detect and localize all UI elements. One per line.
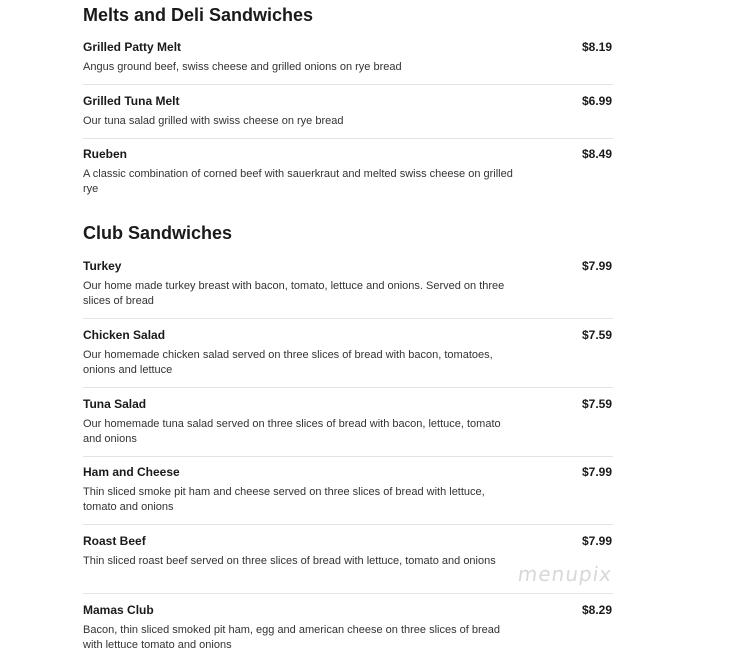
section-title-melts: Melts and Deli Sandwiches — [83, 5, 314, 25]
divider — [83, 456, 613, 457]
item-price: $7.99 — [581, 259, 612, 273]
menu-item-grilled-patty-melt — [83, 40, 613, 75]
item-description: Angus ground beef, swiss cheese and grilled onions on rye bread — [83, 61, 402, 73]
item-name: Turkey — [83, 259, 122, 273]
item-price: $7.99 — [581, 534, 612, 548]
item-name: Grilled Tuna Melt — [83, 94, 180, 108]
item-name: Mamas Club — [83, 603, 154, 617]
item-description: Bacon, thin sliced smoked pit ham, egg and american cheese on three slices of bread with lettuce tomato and onions — [83, 624, 501, 651]
item-name: Rueben — [83, 147, 128, 161]
divider — [83, 318, 613, 319]
item-price: $6.99 — [581, 94, 612, 108]
divider — [83, 387, 613, 388]
item-name: Grilled Patty Melt — [83, 40, 182, 54]
item-price: $8.49 — [581, 147, 612, 161]
item-description: Our tuna salad grilled with swiss cheese on rye bread — [83, 115, 344, 127]
divider — [83, 524, 613, 525]
item-price: $8.29 — [581, 603, 612, 617]
divider — [83, 593, 613, 594]
item-name: Ham and Cheese — [83, 465, 180, 479]
item-price: $8.19 — [581, 40, 612, 54]
menu-item-tuna-salad — [83, 397, 613, 447]
menu-item-ham-and-cheese — [83, 465, 613, 515]
item-description: Our home made turkey breast with bacon, tomato, lettuce and onions. Served on three slices of bread — [83, 280, 505, 307]
item-description: Our homemade tuna salad served on three slices of bread with bacon, lettuce, tomato and onions — [83, 418, 501, 445]
item-name: Chicken Salad — [83, 328, 166, 342]
item-description: Our homemade chicken salad served on three slices of bread with bacon, tomatoes, onions and lettuce — [83, 349, 493, 376]
watermark-logo: menupix — [516, 562, 614, 586]
divider — [83, 138, 613, 139]
menu-item-turkey — [83, 259, 613, 309]
item-name: Tuna Salad — [83, 397, 147, 411]
menu-item-chicken-salad — [83, 328, 613, 378]
item-price: $7.99 — [581, 465, 612, 479]
section-title-club: Club Sandwiches — [83, 223, 233, 243]
item-price: $7.59 — [581, 397, 612, 411]
menu-item-grilled-tuna-melt — [83, 94, 613, 129]
item-description: A classic combination of corned beef with sauerkraut and melted swiss cheese on grilled rye — [83, 168, 513, 195]
divider — [83, 84, 613, 85]
item-description: Thin sliced roast beef served on three slices of bread with lettuce, tomato and onions — [83, 555, 496, 567]
item-price: $7.59 — [581, 328, 612, 342]
item-name: Roast Beef — [83, 534, 146, 548]
item-description: Thin sliced smoke pit ham and cheese served on three slices of bread with lettuce, tomato and onions — [83, 486, 485, 513]
menu-item-mamas-club — [83, 603, 613, 653]
menu-item-rueben — [83, 147, 613, 197]
